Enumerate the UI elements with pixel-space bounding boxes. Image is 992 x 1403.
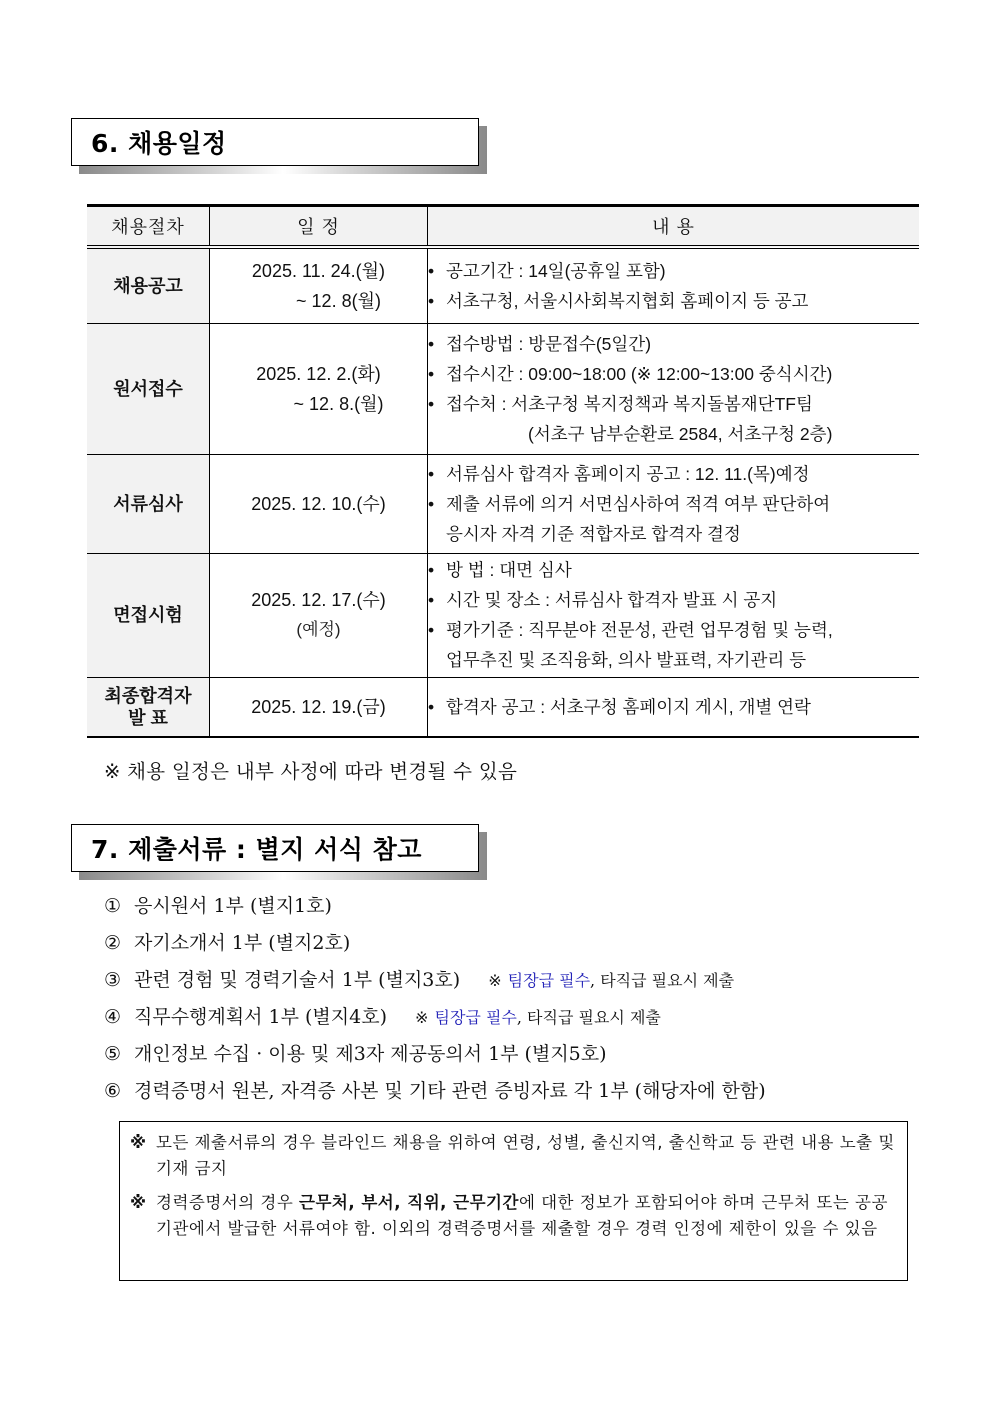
list-item <box>104 999 766 1036</box>
date-end: ~ 12. 8.(월) <box>293 393 384 414</box>
recruitment-schedule-table <box>87 204 919 738</box>
content-cell <box>428 553 920 677</box>
table-row <box>87 454 919 553</box>
bullet-item: • 합격자 공고 : 서초구청 홈페이지 게시, 개별 연락 <box>428 692 919 722</box>
separator: , <box>348 1193 362 1212</box>
notice-item-blind-hiring <box>130 1130 897 1182</box>
separator: , <box>440 1193 454 1212</box>
notice-text: 에 대한 정보가 포함되어야 하며 근무처 또는 공공기관에서 발급한 서류여야 함. 이외의 경력증명서를 제출할 경우 경력 인정에 제한이 있을 수 있음 <box>156 1193 888 1238</box>
procedure-cell: 서류심사 <box>87 454 210 553</box>
item-text: 경력증명서 원본, 자격증 사본 및 기타 관련 증빙자료 각 1부 (해당자에 한함) <box>134 1080 766 1102</box>
date-start: 2025. 12. 2.(화) <box>256 363 381 384</box>
date-cell <box>210 247 428 323</box>
date-start: 2025. 12. 10.(수) <box>251 493 386 514</box>
date-end: ~ 12. 8(월) <box>296 290 381 311</box>
list-item <box>104 962 766 999</box>
procedure-line: 발 표 <box>128 707 168 728</box>
bullet-item: • 서류심사 합격자 홈페이지 공고 : 12. 11.(목)예정 <box>428 459 919 489</box>
notice-item-career-certificate <box>130 1190 897 1242</box>
item-text: 관련 경험 및 경력기술서 1부 (별지3호) <box>134 969 461 991</box>
date-cell <box>210 677 428 737</box>
table-header-row <box>87 206 919 248</box>
date-tentative: (예정) <box>296 620 341 639</box>
item-number: ② <box>104 932 122 954</box>
section-7-title: 7. 제출서류 : 별지 서식 참고 <box>91 835 422 864</box>
procedure-cell: 채용공고 <box>87 247 210 323</box>
procedure-line: 최종합격자 <box>104 685 192 706</box>
address-line: (서초구 남부순환로 2584, 서초구청 2층) <box>528 423 833 444</box>
bullet-item: • 접수시간 : 09:00~18:00 (※ 12:00~13:00 중식시간) <box>428 359 919 389</box>
notice-text: 경력증명서의 경우 <box>156 1193 300 1212</box>
item-number: ① <box>104 895 122 917</box>
item-text: 직무수행계획서 1부 (별지4호) <box>134 1006 387 1028</box>
date-start: 2025. 12. 19.(금) <box>251 696 386 717</box>
list-item <box>104 1073 766 1110</box>
bullet-item: • 시간 및 장소 : 서류심사 합격자 발표 시 공지 <box>428 585 919 615</box>
note-mark: ※ <box>488 971 502 990</box>
bold-term: 직위 <box>407 1193 441 1212</box>
date-cell <box>210 454 428 553</box>
bold-term: 부서 <box>361 1193 395 1212</box>
bullet-item: • 방 법 : 대면 심사 <box>428 555 919 585</box>
list-item <box>104 1036 766 1073</box>
item-number: ⑤ <box>104 1043 122 1065</box>
content-cell <box>428 247 920 323</box>
note-rest: , 타직급 필요시 제출 <box>590 971 735 990</box>
bold-term: 근무처 <box>299 1193 349 1212</box>
item-text: 개인정보 수집 · 이용 및 제3자 제공동의서 1부 (별지5호) <box>134 1043 607 1065</box>
item-number: ⑥ <box>104 1080 122 1102</box>
date-cell <box>210 553 428 677</box>
separator: , <box>394 1193 408 1212</box>
procedure-cell: 면접시험 <box>87 553 210 677</box>
bullet-item: • 제출 서류에 의거 서면심사하여 적격 여부 판단하여 <box>428 489 919 519</box>
section-6-title: 6. 채용일정 <box>91 129 227 158</box>
note-rest: , 타직급 필요시 제출 <box>516 1008 661 1027</box>
item-number: ④ <box>104 1006 122 1028</box>
procedure-cell: 원서접수 <box>87 323 210 454</box>
bold-term: 근무기간 <box>453 1193 519 1212</box>
header-schedule: 일 정 <box>210 206 428 248</box>
reference-mark-icon: ※ <box>130 1133 147 1152</box>
table-row <box>87 323 919 454</box>
date-cell <box>210 323 428 454</box>
table-row <box>87 553 919 677</box>
note-highlight: 팀장급 필수 <box>507 971 591 990</box>
bullet-item: • 서초구청, 서울시사회복지협회 홈페이지 등 공고 <box>428 286 919 316</box>
bullet-item: • 접수처 : 서초구청 복지정책과 복지돌봄재단TF팀 <box>428 389 919 419</box>
schedule-change-note: ※ 채용 일정은 내부 사정에 따라 변경될 수 있음 <box>104 760 518 783</box>
section-7-heading <box>71 824 479 872</box>
note-mark: ※ <box>415 1008 429 1027</box>
section-6-heading <box>71 118 479 166</box>
procedure-cell <box>87 677 210 737</box>
required-documents-list <box>104 888 766 1110</box>
table-row <box>87 247 919 323</box>
bullet-item: • 평가기준 : 직무분야 전문성, 관련 업무경험 및 능력, <box>428 615 919 645</box>
reference-mark-icon: ※ <box>130 1193 147 1212</box>
item-text: 자기소개서 1부 (별지2호) <box>134 932 351 954</box>
date-start: 2025. 11. 24.(월) <box>251 260 386 281</box>
item-number: ③ <box>104 969 122 991</box>
date-start: 2025. 12. 17.(수) <box>251 590 386 610</box>
bullet-item: • 공고기간 : 14일(공휴일 포함) <box>428 256 919 286</box>
list-item <box>104 888 766 925</box>
content-cell <box>428 677 920 737</box>
header-procedure: 채용절차 <box>87 206 210 248</box>
item-text: 응시원서 1부 (별지1호) <box>134 895 332 917</box>
note-highlight: 팀장급 필수 <box>434 1008 517 1027</box>
notice-text: 모든 제출서류의 경우 블라인드 채용을 위하여 연령, 성별, 출신지역, 출신학교 등 관련 내용 노출 및 기재 금지 <box>156 1133 895 1178</box>
list-item <box>104 925 766 962</box>
table-row <box>87 677 919 737</box>
header-content: 내 용 <box>428 206 920 248</box>
notice-box <box>119 1121 908 1281</box>
bullet-continuation: 업무추진 및 조직융화, 의사 발표력, 자기관리 등 <box>446 650 807 670</box>
content-cell <box>428 323 920 454</box>
content-cell <box>428 454 920 553</box>
bullet-item: • 접수방법 : 방문접수(5일간) <box>428 329 919 359</box>
bullet-continuation: 응시자 자격 기준 적합자로 합격자 결정 <box>446 523 741 544</box>
